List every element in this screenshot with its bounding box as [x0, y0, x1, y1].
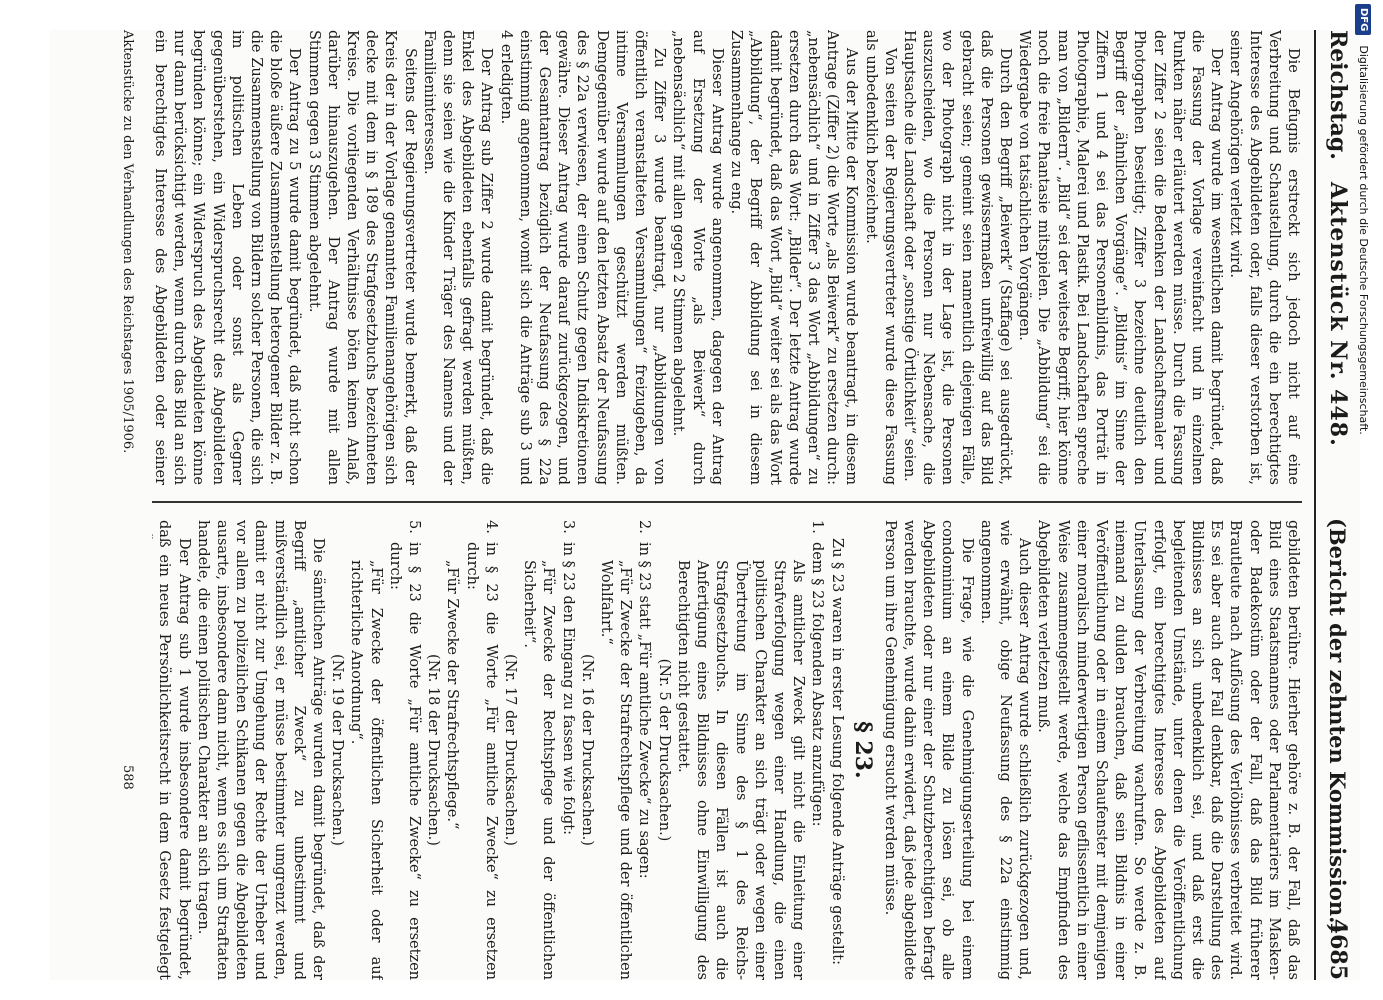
motion-text: in § 23 die Worte „Für amtliche Zwecke“ zu ersetzen durch:: [386, 542, 423, 980]
left-paragraph: Der Antrag zu 5 wurde damit begründet, daß nicht schon die bloße äußere Zusammenstellung heterogener Bilder z. B. die Zusammenstellung von Bildern solcher Personen, die sich im politischen Leben oder sonst als Gegner gegenüberstehen, ein Widerspruchsrecht des Abgebildeten begründen könne; ein Widerspruch des Abgebildeten könne nur dann berücksichtigt werden, wenn durch das Bild an sich ein berechtigtes Interesse des Abgebildeten oder seiner: [152, 30, 303, 485]
left-paragraph: Der Antrag sub Ziffer 2 wurde damit begründet, daß die Enkel des Abgebildeten ebenfalls gefragt werden müßten, denn sie seien wie die Kinder Träger des Namens und der Familieninteressen.: [420, 30, 495, 485]
right-paragraph: Der Antrag sub 1 wurde insbesondere damit begründet, daß ein neues Persönlichkeitsrecht in dem Gesetz festgelegt: [156, 520, 192, 980]
motion-reference: (Nr. 17 der Drucksachen.): [502, 654, 519, 846]
motion-reference: (Nr. 18 der Drucksachen.): [425, 654, 442, 846]
motion-quote: „Für Zwecke der Strafrechtspflege.“: [444, 560, 461, 830]
credit-text: Digitalisierung gefördert durch die Deutsche Forschungsgemeinschaft.: [1357, 45, 1370, 435]
sheet-number: 588: [120, 765, 135, 790]
left-paragraph: Aus der Mitte der Kommission wurde beantragt, in diesem Antrage (Ziffer 2) die Worte „als Beiwerk“ zu ersetzen durch: „nebensächlich“ und in Ziffer 3 das Wort „Abbildungen“ zu ersetzen durch das Wort: „Bilder“. Der letzte Antrag wurde damit begründet, daß das Wort „Bild“ weiter sei als das Wort „Abbildung“, der Begriff der Abbildung sei in diesem Zusammenhange zu eng.: [728, 30, 860, 485]
left-paragraph: Die Befugnis erstreckt sich jedoch nicht auf eine Verbreitung und Schaustellung, durch die ein berechtigtes Interesse des Abgebildeten oder, falls dieser verstorben ist, seiner Angehörigen verletzt wird.: [1227, 30, 1301, 485]
header-document-number: Aktenstück Nr. 448.: [1325, 181, 1351, 447]
motion-text: in § 23 die Worte „Für amtliche Zwecke“ zu ersetzen durch:: [463, 542, 499, 980]
motion-reference: (Nr. 19 der Drucksachen.): [329, 654, 346, 846]
left-paragraph: Zu Ziffer 3 wurde beantragt, nur „Abbildungen von öffentlich veranstalteten Versammlungen“ freizugeben, da intime Versammlungen geschützt werden müßten. Demgegenüber wurde auf den letzten Absatz der Neufassung des § 22a verwiesen, der einen Schutz gegen Indiskretionen gewähre. Dieser Antrag wurde darauf zurückgezogen, und der Gesamtantrag bezüglich der Neufassung des § 22a einstimmig angenommen, womit sich die Anträge sub 3 und 4 erledigten.: [497, 30, 668, 485]
motion-number: 4.: [482, 520, 499, 534]
section-intro: Zu § 23 waren in erster Lesung folgende Anträge gestellt:: [828, 538, 845, 965]
left-paragraph: Der Antrag wurde im wesentlichen damit begründet, daß die Fassung der Vorlage vereinfacht und in einzelnen Punkten näher erläutert werden müsse. Durch die Fassung der Ziffer 2 seien die Bedenken der Landschaftsmaler und Photographen beseitigt; Ziffer 3 bezeichne deutlich den Begriff der „ähnlichen Vorgänge“. „Bildnis“ im Sinne der Ziffern 1 und 4 sei das Personenbildnis, das Porträt in Photographie, Malerei und Plastik. Bei Landschaften spreche man von „Bildern“. „Bild“ sei der weiteste Begriff; hier könne noch die freie Phantasie mitspielen. Die „Abbildung“ sei die Wiedergabe von tatsächlichen Vorgängen.: [1016, 30, 1225, 485]
motion-quote: „Für Zwecke der öffentlichen Sicherheit oder auf richterliche Anordnung“.: [348, 560, 384, 980]
motion-item: [807, 520, 826, 980]
motion-text: in § 23 statt „Für amtliche Zwecke“ zu sagen:: [636, 542, 653, 879]
motion-number: 5.: [406, 520, 423, 534]
motion-text: dem § 23 folgenden Absatz anzufügen:: [809, 542, 826, 827]
footer-series-title: Aktenstücke zu den Verhandlungen des Reichstages 1905/1906.: [120, 30, 135, 454]
motion-number: 2.: [636, 520, 653, 534]
motion-item: [634, 520, 653, 980]
motion-quote: „Für Zwecke der Rechtspflege und der öffentlichen Sicherheit“.: [521, 560, 557, 980]
motion-item: [557, 520, 576, 980]
right-paragraph: Die sämtlichen Anträge wurden damit begründet, daß der Begriff „amtlicher Zweck“ zu unbestimmt und mißverständlich sei, er müsse bestimmter umgrenzt werden, damit er nicht zur Umgehung der Rechte der Urheber und vor allem zu polizeilichen Schikanen gegen die Abgebildeten ausarte, insbesondere dann nicht, wenn es sich um Straftaten handele, die einen politischen Charakter an sich tragen.: [194, 520, 327, 980]
motion-item: [461, 520, 499, 980]
page-footer: [111, 30, 135, 980]
digitization-credit: [1352, 4, 1374, 994]
motion-item: [385, 520, 423, 980]
left-paragraph: Dieser Antrag wurde angenommen, dagegen der Antrag auf Ersetzung der Worte „als Beiwerk“ durch „nebensächlich“ mit allen gegen 2 Stimmen abgelehnt.: [670, 30, 725, 485]
dfg-logo-icon: DFG: [1355, 4, 1371, 35]
motion-reference: (Nr. 5 der Drucksachen.): [655, 658, 672, 842]
motion-text: in § 23 den Eingang zu fassen wie folgt:: [559, 542, 576, 836]
motion-number: 1.: [809, 520, 826, 534]
motion-reference: (Nr. 16 der Drucksachen.): [578, 654, 595, 846]
left-column: [152, 30, 1302, 485]
scanned-page: [50, 30, 1360, 980]
header-commission-report: (Bericht der zehnten Kommission.): [1325, 518, 1351, 934]
header-reichstag: Reichstag.: [1325, 30, 1351, 160]
motion-quote: „Für Zwecke der Strafrechtspflege und der öffentlichen Wohlfahrt.“: [598, 560, 634, 980]
right-paragraph: gebildeten berühre. Hierher gehöre z. B. der Fall, daß das Bild eines Staatsmannes oder Parlamentariers im Masken- oder Badekostüm oder der Fall, daß das Bild früherer Brautleute nach Auflösung des Verlöbnisses verbreitet wird. Es sei aber auch der Fall denkbar, daß die Darstellung des Bildnisses an sich unbedenklich sei, und daß erst die begleitenden Umstände, unter denen die Veröffentlichung erfolgt, ein berechtigtes Interesse des Abgebildeten auf Unterlassung der Verbreitung wachrufen. So werde z. B. niemand zu dulden brauchen, daß sein Bildnis in einer Veröffentlichung oder in einem Schaufenster mit demjenigen einer moralisch minderwertigen Person geflissentlich in einer Weise zusammengestellt werde, welche das Empfinden des Abgebildeten verletzen muß.: [1035, 520, 1301, 980]
motion-number: 3.: [559, 520, 576, 534]
motion-quote: Als amtlicher Zweck gilt nicht die Einleitung einer Strafverfolgung wegen einer Handlung, die einen politischen Charakter an sich trägt oder wegen einer Übertretung im Sinne des § 1 des Reichs-Strafgesetzbuchs. In diesen Fällen ist auch die Anfertigung eines Bildnisses ohne Einwilligung des Berechtigten nicht gestattet.: [674, 560, 807, 980]
right-paragraph: Die Frage, wie die Genehmigungserteilung bei einem condominium an einem Bilde zu lösen sei, ob alle Abgebildeten oder nur einer der Schutzberechtigten befragt werden brauchte, wurde dahin erwidert, daß jede abgebildete Person um ihre Genehmigung ersucht werden müsse.: [881, 520, 975, 980]
left-paragraph: Durch den Begriff „Beiwerk“ (Staffage) sei ausgedrückt, daß die Personen gewissermaßen unfreiwillig auf das Bild gebracht seien; gemeint seien namentlich diejenigen Fälle, wo der Photograph nicht in der Lage ist, die Personen auszuscheiden, wo die Personen nur Nebensache, die Hauptsache die Landschaft oder „sonstige Örtlichkeit“ seien.: [900, 30, 1013, 485]
section-heading: § 23.: [849, 721, 876, 779]
column-divider: [152, 501, 1302, 503]
left-paragraph: Seitens der Regierungsvertreter wurde bemerkt, daß der Kreis der in der Vorlage genannten Familienangehörigen sich decke mit dem in § 189 des Strafgesetzbuchs bezeichneten Kreise. Die vorliegenden Verhältnisse böten keinen Anlaß, darüber hinauszugehen. Der Antrag wurde mit allen Stimmen gegen 3 Stimmen abgelehnt.: [305, 30, 418, 485]
page-number: 4685: [1325, 918, 1351, 980]
left-paragraph: Von seiten der Regierungsvertreter wurde diese Fassung als unbedenklich bezeichnet.: [862, 30, 898, 485]
right-column: [152, 520, 1302, 980]
right-paragraph: Auch dieser Antrag wurde schließlich zurückgezogen und, wie erwähnt, obige Neufassung des § 22a einstimmig angenommen.: [977, 520, 1033, 980]
